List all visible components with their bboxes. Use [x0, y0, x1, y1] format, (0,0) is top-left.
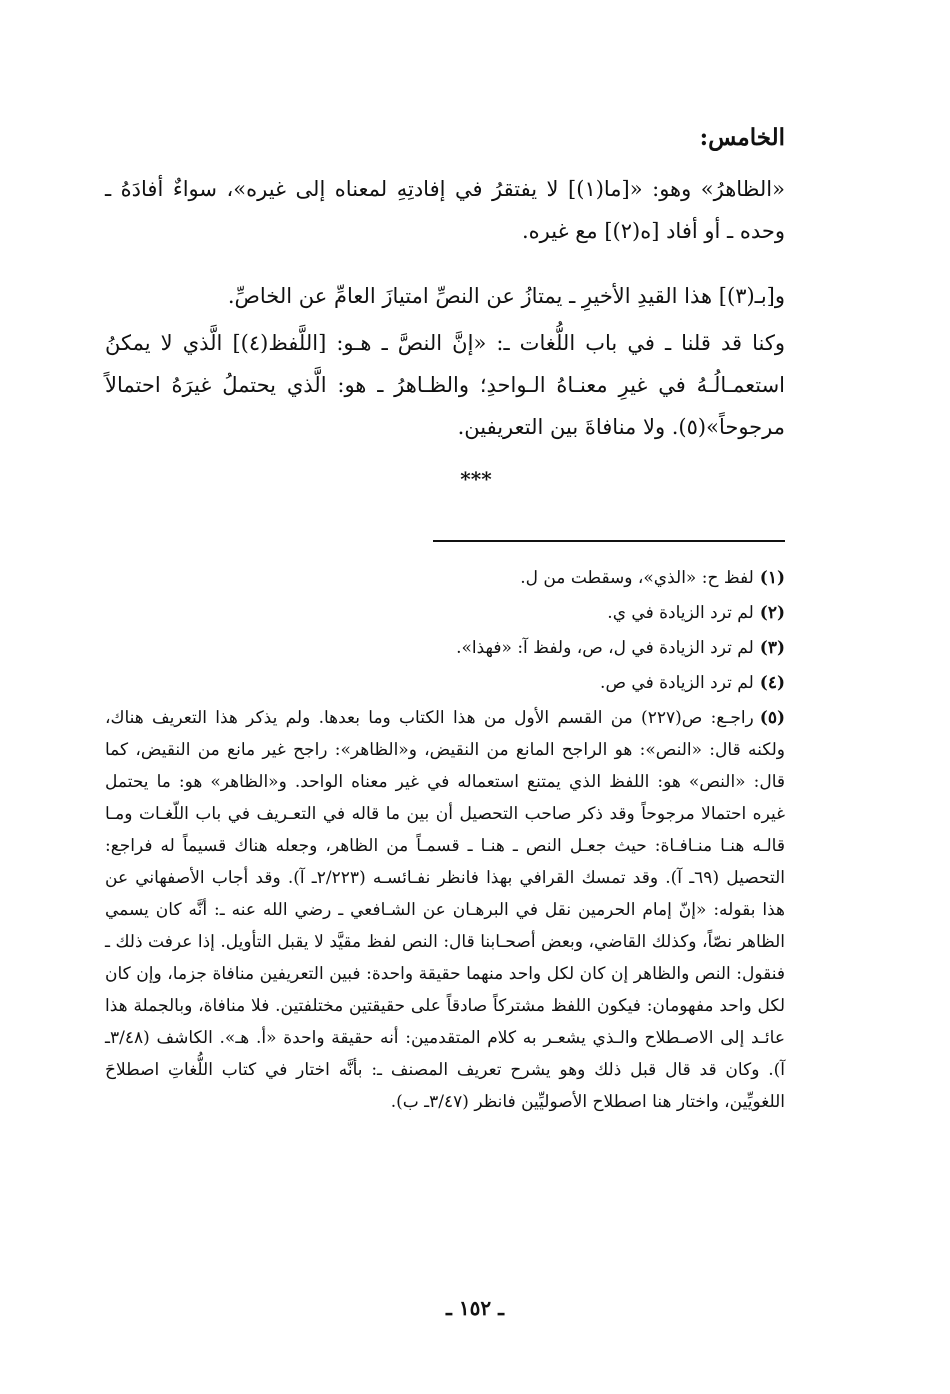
- footnote-number: (٥): [759, 708, 785, 728]
- body-paragraph: «الظاهرُ» وهو: «[ما(١)] لا يفتقرُ في إفادتِهِ لمعناه إلى غيره»، سواءٌ أفادَهُ ـ وحده ـ أو أفاد [ه(٢)] مع غيره.: [105, 177, 785, 243]
- footnote: [105, 597, 785, 629]
- footnote-number: (٤): [759, 673, 785, 693]
- body-paragraph: و[بـ(٣)] هذا القيدِ الأخيرِ ـ يمتازُ عن النصِّ امتيازَ العامِّ عن الخاصِّ.: [227, 284, 785, 308]
- footnote: [105, 632, 785, 664]
- footnote-text: لفظ ح: «الذي»، وسقطت من ل.: [520, 568, 754, 588]
- footnote-text: لم ترد الزيادة في ي.: [607, 603, 754, 623]
- footnote: [105, 702, 785, 1118]
- section-heading: الخامس:: [699, 124, 785, 151]
- footnote: [105, 562, 785, 594]
- footnotes: [105, 562, 785, 1121]
- footnote-text: لم ترد الزيادة في ص.: [600, 673, 754, 693]
- section-divider: ***: [460, 467, 492, 491]
- page-number: ـ ١٥٢ ـ: [446, 1296, 504, 1320]
- footnote-text: راجـع: ص(٢٢٧) من القسم الأول من هذا الكتاب وما بعدها. ولم يذكر هذا التعريف هناك، ولكنه قال: «النص»: هو الراجح المانع من النقيض، و«الظاهر»: راجح غير مانع من النقيض، كما قال: «النص» هو: اللفظ الذي يمتنع استعماله في غير معناه الواحد. و«الظاهر» هو: ما يحتمل غيره احتمالا مرجوحاً وقد ذكر صاحب التحصيل أن بين ما قاله في التعـريف في باب اللّغـات ومـا قالـه هنـا منـافـاة: حيث جعـل النص ـ هنـا ـ قسمـاً من الظاهر، وجعله هناك قسيماً له فراجع: التحصيل (٦٩ـ آ). وقد تمسك القرافي بهذا فانظر نفـائسـه (٢/٢٢٣ـ آ). وقد أجاب الأصفهاني عن هذا بقوله: «إنّ إمام الحرمين نقل في البرهـان عن الشـافعي ـ رضي الله عنه ـ: أنَّه كان يسمي الظاهر نصّاً، وكذلك القاضي، وبعض أصحـابنا قال: النص لفظ مقيَّد لا يقبل التأويل. إذا عرفت ذلك ـ فنقول: النص والظاهر إن كان لكل واحد منهما حقيقة واحدة: فبين التعريفين منافاة جزما، وإن كان لكل واحد مفهومان: فيكون اللفظ مشتركاً صادقاً على حقيقتين مختلفتين. فلا منافاة، وبالجملة هذا عائـد إلى الاصـطلاح والـذي يشعـر به كلام المتقدمين: أنه حقيقة واحدة «أ. هـ». الكاشف (٣/٤٨ـ آ). وكان قد قال قبل ذلك وهو يشرح تعريف المصنف ـ: بأنَّه اختار في كتاب اللُّغاتِ اصطلاحَ اللغويِّين، واختار هنا اصطلاح الأصوليِّين فانظر (٣/٤٧ـ ب).: [105, 708, 786, 1112]
- body-paragraph: وكنا قد قلنا ـ في باب اللُّغات ـ: «إنَّ النصَّ ـ هـو: [اللَّفظ(٤)] الَّذي لا يمكنُ استعمـالُـهُ في غيرِ معنـاهُ الـواحدِ؛ والظـاهرُ ـ هو: الَّذي يحتملُ غيرَهُ احتمالاً مرجوحاً»(٥). ولا منافاةَ بين التعريفين.: [105, 331, 785, 439]
- footnote-number: (٢): [759, 603, 785, 623]
- footnote-number: (٣): [759, 638, 785, 658]
- footnote-text: لم ترد الزيادة في ل، ص، ولفظ آ: «فهذا».: [456, 638, 754, 658]
- footnote: [105, 667, 785, 699]
- footnote-separator: [433, 540, 785, 542]
- footnote-number: (١): [759, 568, 785, 588]
